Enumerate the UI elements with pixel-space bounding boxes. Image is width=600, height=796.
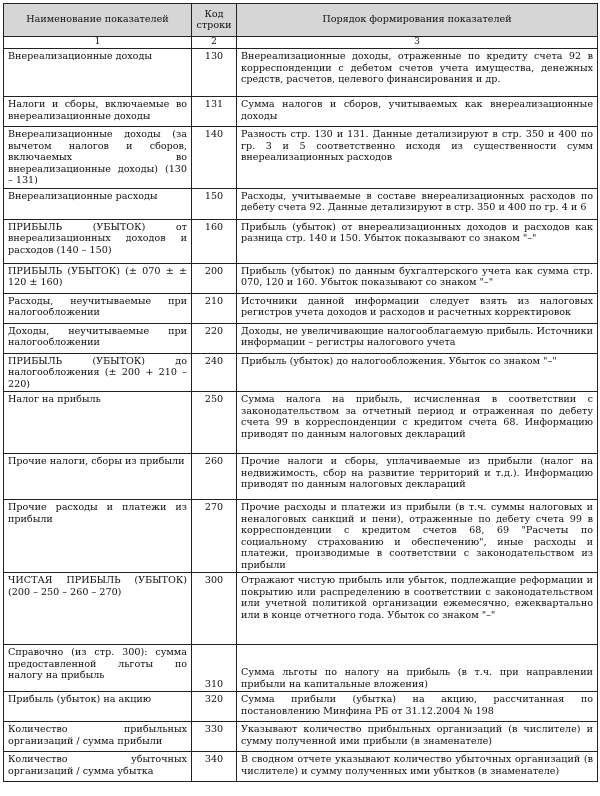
formation-description: В сводном отчете указывают количество убыточных организаций (в числителе) и сумму полученных ими убытков (в знаменателе)	[237, 752, 598, 782]
formation-description: Прочие расходы и платежи из прибыли (в т.ч. суммы налоговых и неналоговых санкций и пени), отраженные по дебету счета 99 в корреспонденции с кредитом счетов 68, 69 "Расчеты по социальному страхованию и обеспечению", иные расходы и платежи, производимые в соответствии с законодательством из прибыли	[237, 500, 598, 573]
table-row	[4, 573, 598, 645]
table-row	[4, 645, 598, 692]
line-code: 200	[192, 263, 237, 293]
table-row	[4, 293, 598, 323]
formation-description: Сумма прибыли (убытка) на акцию, рассчитанная по постановлению Минфина РБ от 31.12.2004 № 198	[237, 692, 598, 722]
indicator-name: ЧИСТАЯ ПРИБЫЛЬ (УБЫТОК) (200 – 250 – 260 – 270)	[4, 573, 192, 645]
indicator-name: Количество прибыльных организаций / сумма прибыли	[4, 722, 192, 752]
formation-description: Отражают чистую прибыль или убыток, подлежащие реформации и покрытию или распределению в соответствии с законодательством или учетной политикой организации ежемесячно, ежеквартально или в конце отчетного года. Убыток со знаком "–"	[237, 573, 598, 645]
financial-indicators-table	[3, 3, 598, 782]
table-row	[4, 219, 598, 263]
table-row	[4, 49, 598, 97]
formation-description: Доходы, не увеличивающие налогооблагаемую прибыль. Источники информации – регистры налогового учета	[237, 323, 598, 353]
line-code: 260	[192, 454, 237, 500]
table-row	[4, 263, 598, 293]
column-number: 1	[4, 37, 192, 49]
indicator-name: Справочно (из стр. 300): сумма предоставленной льготы по налогу на прибыль	[4, 645, 192, 692]
indicator-name: ПРИБЫЛЬ (УБЫТОК) от внереализационных доходов и расходов (140 – 150)	[4, 219, 192, 263]
indicator-name: Прочие расходы и платежи из прибыли	[4, 500, 192, 573]
indicator-name: Количество убыточных организаций / сумма убытка	[4, 752, 192, 782]
table-row	[4, 392, 598, 454]
line-code: 150	[192, 188, 237, 219]
column-number: 3	[237, 37, 598, 49]
indicator-name: Расходы, неучитываемые при налогообложении	[4, 293, 192, 323]
indicator-name: Налоги и сборы, включаемые во внереализационные доходы	[4, 97, 192, 127]
table-row	[4, 188, 598, 219]
line-code: 220	[192, 323, 237, 353]
line-code: 140	[192, 127, 237, 189]
table-row	[4, 454, 598, 500]
line-code: 160	[192, 219, 237, 263]
line-code: 340	[192, 752, 237, 782]
table-row	[4, 500, 598, 573]
table-row	[4, 752, 598, 782]
indicator-name: Прочие налоги, сборы из прибыли	[4, 454, 192, 500]
formation-description: Разность стр. 130 и 131. Данные детализируют в стр. 350 и 400 по гр. 3 и 5 соответственно исходя из существенности сумм внереализационных расходов	[237, 127, 598, 189]
indicator-name: Внереализационные доходы	[4, 49, 192, 97]
table-row	[4, 722, 598, 752]
column-number-row	[4, 37, 598, 49]
formation-description: Сумма налогов и сборов, учитываемых как внереализационные доходы	[237, 97, 598, 127]
line-code: 210	[192, 293, 237, 323]
formation-description: Внереализационные доходы, отраженные по кредиту счета 92 в корреспонденции с дебетом счетов учета имущества, денежных средств, расчетов, целевого финансирования и др.	[237, 49, 598, 97]
formation-description: Расходы, учитываемые в составе внереализационных расходов по дебету счета 92. Данные детализируют в стр. 350 и 400 по гр. 4 и 6	[237, 188, 598, 219]
indicator-name: ПРИБЫЛЬ (УБЫТОК) (± 070 ± ± 120 ± 160)	[4, 263, 192, 293]
line-code: 131	[192, 97, 237, 127]
line-code: 240	[192, 353, 237, 392]
indicator-name: Доходы, неучитываемые при налогообложении	[4, 323, 192, 353]
line-code: 250	[192, 392, 237, 454]
line-code: 270	[192, 500, 237, 573]
header-line-code: Код строки	[192, 4, 237, 37]
table-row	[4, 323, 598, 353]
table-row	[4, 127, 598, 189]
line-code: 330	[192, 722, 237, 752]
table-row	[4, 692, 598, 722]
column-number: 2	[192, 37, 237, 49]
header-formation-order: Порядок формирования показателей	[237, 4, 598, 37]
formation-description: Прочие налоги и сборы, уплачиваемые из прибыли (налог на недвижимость, сбор на развитие территорий и т.д.). Информацию приводят по данным налоговых деклараций	[237, 454, 598, 500]
indicator-name: Внереализационные доходы (за вычетом налогов и сборов, включаемых во внереализационные доходы) (130 – 131)	[4, 127, 192, 189]
indicator-name: Прибыль (убыток) на акцию	[4, 692, 192, 722]
formation-description: Сумма налога на прибыль, исчисленная в соответствии с законодательством за отчетный период и отраженная по дебету счета 99 в корреспонденции с кредитом счета 68. Информацию приводят по данным налоговых деклараций	[237, 392, 598, 454]
line-code: 130	[192, 49, 237, 97]
indicator-name: Налог на прибыль	[4, 392, 192, 454]
line-code: 320	[192, 692, 237, 722]
table-header-row	[4, 4, 598, 37]
formation-description: Указывают количество прибыльных организаций (в числителе) и сумму полученной ими прибыли (в знаменателе)	[237, 722, 598, 752]
line-code: 310	[192, 645, 237, 692]
indicator-name: Внереализационные расходы	[4, 188, 192, 219]
formation-description: Сумма льготы по налогу на прибыль (в т.ч. при направлении прибыли на капитальные вложения)	[237, 645, 598, 692]
table-row	[4, 353, 598, 392]
formation-description: Источники данной информации следует взять из налоговых регистров учета доходов и расходов и расчетных корректировок	[237, 293, 598, 323]
header-indicator-name: Наименование показателей	[4, 4, 192, 37]
formation-description: Прибыль (убыток) по данным бухгалтерского учета как сумма стр. 070, 120 и 160. Убыток показывают со знаком "–"	[237, 263, 598, 293]
indicator-name: ПРИБЫЛЬ (УБЫТОК) до налогообложения (± 200 + 210 – 220)	[4, 353, 192, 392]
formation-description: Прибыль (убыток) до налогообложения. Убыток со знаком "–"	[237, 353, 598, 392]
table-row	[4, 97, 598, 127]
line-code: 300	[192, 573, 237, 645]
formation-description: Прибыль (убыток) от внереализационных доходов и расходов как разница стр. 140 и 150. Убыток показывают со знаком "–"	[237, 219, 598, 263]
